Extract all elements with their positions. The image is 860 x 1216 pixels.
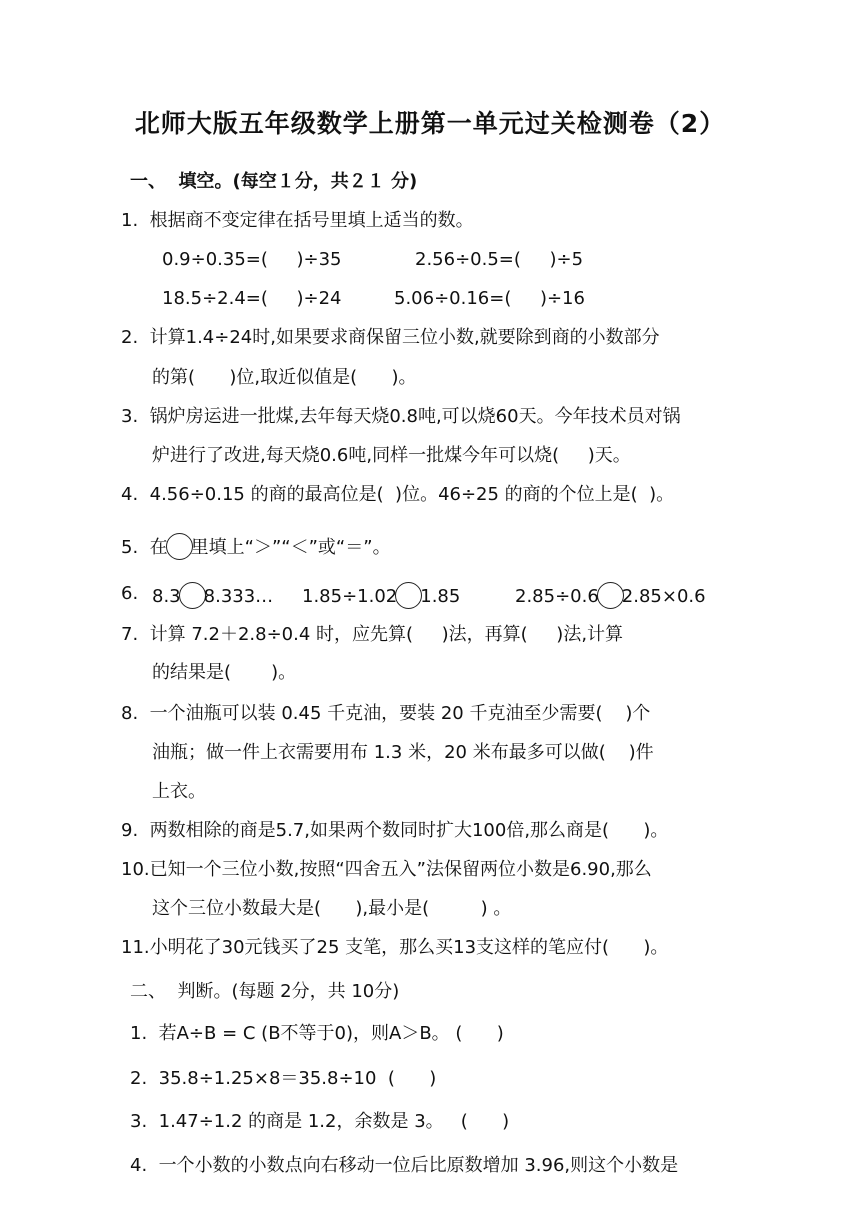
judge-question-4: 4. 一个小数的小数点向右移动一位后比原数增加 3.96,则这个小数是	[130, 1155, 679, 1176]
answer-circle-b-icon[interactable]	[395, 582, 422, 609]
question-2-line-1: 2. 计算1.4÷24时,如果要求商保留三位小数,就要除到商的小数部分	[121, 327, 660, 348]
question-1-item-b: 2.56÷0.5=( )÷5	[415, 249, 584, 270]
question-7-line-1: 7. 计算 7.2＋2.8÷0.4 时，应先算( )法，再算( )法,计算	[121, 624, 624, 645]
question-10-line-1: 10.已知一个三位小数,按照“四舍五入”法保留两位小数是6.90,那么	[121, 859, 652, 880]
answer-circle-c-icon[interactable]	[597, 582, 624, 609]
question-5-suffix: 里填上“＞”“＜”或“＝”。	[190, 537, 391, 558]
question-8-line-2: 油瓶；做一件上衣需要用布 1.3 米，20 米布最多可以做( )件	[152, 742, 654, 763]
question-6-c-right: 2.85×0.6	[621, 586, 706, 607]
question-7-line-2: 的结果是( )。	[152, 662, 297, 683]
page-title: 北师大版五年级数学上册第一单元过关检测卷（2）	[134, 109, 726, 138]
answer-circle-a-icon[interactable]	[179, 582, 206, 609]
question-1-item-a: 0.9÷0.35=( )÷35	[162, 249, 342, 270]
question-5-line	[121, 533, 391, 560]
section-1-heading: 一、 填空。(每空１分，共２１ 分)	[130, 171, 418, 192]
question-6-c-left: 2.85÷0.6	[515, 586, 599, 607]
question-1-item-c: 18.5÷2.4=( )÷24	[162, 288, 342, 309]
question-5-prefix: 5. 在	[121, 537, 168, 558]
question-6-item-b	[302, 582, 460, 609]
question-6-item-a	[152, 582, 273, 609]
question-3-line-1: 3. 锅炉房运进一批煤,去年每天烧0.8吨,可以烧60天。今年技术员对锅	[121, 406, 681, 427]
question-10-line-2: 这个三位小数最大是( ),最小是( ) 。	[152, 898, 512, 919]
section-2-heading: 二、 判断。(每题 2分，共 10分)	[130, 981, 400, 1002]
judge-question-2: 2. 35.8÷1.25×8＝35.8÷10 ( )	[130, 1068, 437, 1089]
question-6-b-right: 1.85	[420, 586, 461, 607]
question-6-a-right: 8.333…	[203, 586, 274, 607]
question-2-line-2: 的第( )位,取近似值是( )。	[152, 367, 417, 388]
question-6-item-c	[515, 582, 706, 609]
question-1-text: 1. 根据商不变定律在括号里填上适当的数。	[121, 210, 474, 231]
comparison-circle-icon	[166, 533, 193, 560]
question-1-item-d: 5.06÷0.16=( )÷16	[394, 288, 585, 309]
judge-question-1: 1. 若A÷B = C (B不等于0)，则A＞B。 ( )	[130, 1023, 504, 1044]
question-4-line-1: 4. 4.56÷0.15 的商的最高位是( )位。46÷25 的商的个位上是( )。	[121, 484, 675, 505]
question-8-line-3: 上衣。	[152, 781, 206, 802]
question-6-b-left: 1.85÷1.02	[302, 586, 398, 607]
question-9-line-1: 9. 两数相除的商是5.7,如果两个数同时扩大100倍,那么商是( )。	[121, 820, 669, 841]
judge-question-3: 3. 1.47÷1.2 的商是 1.2，余数是 3。 ( )	[130, 1111, 510, 1132]
question-6-number: 6.	[121, 583, 139, 604]
question-6-a-left: 8.3	[152, 586, 181, 607]
question-11-line-1: 11.小明花了30元钱买了25 支笔，那么买13支这样的笔应付( )。	[121, 937, 669, 958]
question-3-line-2: 炉进行了改进,每天烧0.6吨,同样一批煤今年可以烧( )天。	[152, 445, 631, 466]
question-8-line-1: 8. 一个油瓶可以装 0.45 千克油，要装 20 千克油至少需要( )个	[121, 703, 651, 724]
